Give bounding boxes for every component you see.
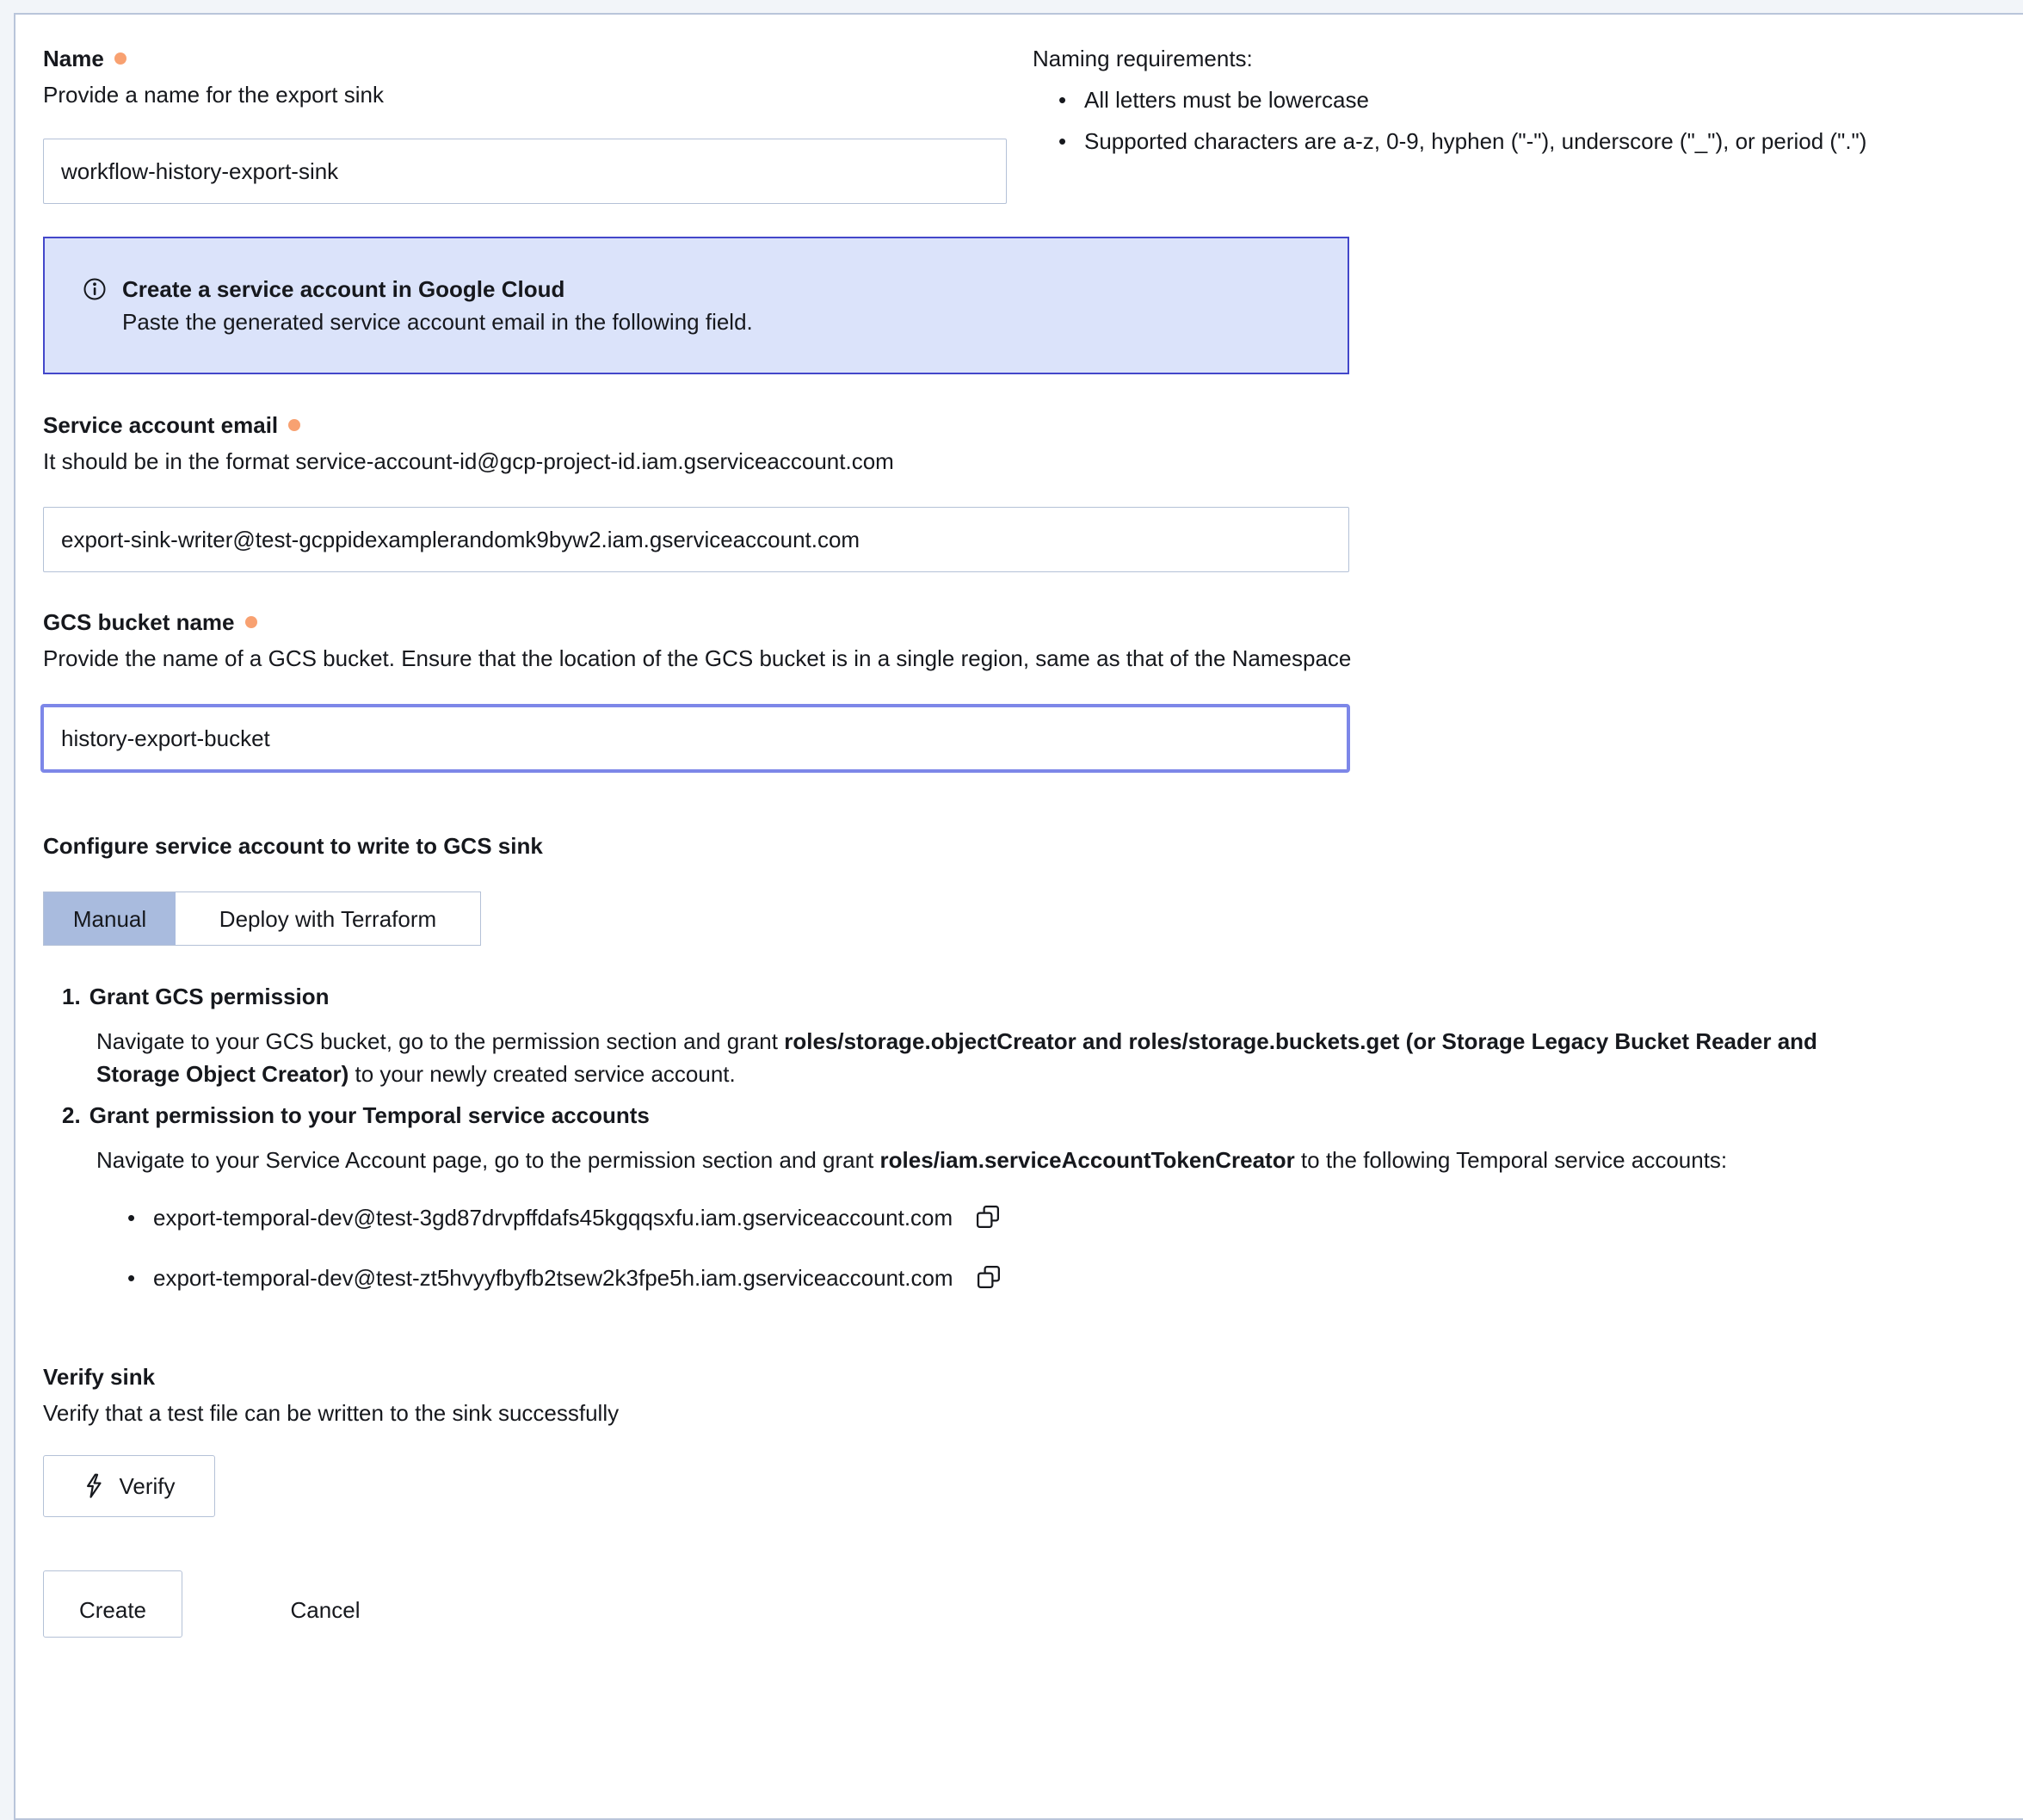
lightning-bolt-icon bbox=[83, 1473, 105, 1499]
gcs-bucket-name-input[interactable] bbox=[40, 704, 1350, 773]
verify-button-label: Verify bbox=[119, 1472, 176, 1499]
name-field-label: Name bbox=[43, 46, 104, 71]
info-icon bbox=[83, 277, 107, 310]
copy-icon bbox=[975, 1204, 1001, 1232]
step-2-number: 2. bbox=[62, 1102, 81, 1128]
bullet-icon: • bbox=[127, 1205, 136, 1231]
step-2-title bbox=[43, 1099, 1962, 1132]
step-1-roles: roles/storage.objectCreator and roles/storage.buckets.get (or Storage Legacy Bucket Reader and Storage Object Creator) bbox=[96, 1028, 1817, 1087]
bullet-icon: • bbox=[127, 1265, 136, 1291]
step-1-title bbox=[43, 980, 1962, 1013]
copy-button[interactable] bbox=[974, 1262, 1003, 1294]
form-actions bbox=[43, 1570, 1962, 1638]
name-field-description: Provide a name for the export sink bbox=[43, 82, 384, 108]
cancel-button[interactable]: Cancel bbox=[239, 1570, 411, 1638]
configure-tabs bbox=[43, 891, 481, 946]
verify-sink-description: Verify that a test file can be written to the sink successfully bbox=[43, 1400, 620, 1426]
info-banner-title: Create a service account in Google Cloud bbox=[122, 276, 565, 302]
gcs-bucket-description: Provide the name of a GCS bucket. Ensure that the location of the GCS bucket is in a single region, same as that of the Namespace bbox=[43, 645, 1352, 671]
copy-icon bbox=[976, 1264, 1002, 1293]
required-dot-icon bbox=[114, 52, 126, 65]
tab-deploy-with-terraform[interactable]: Deploy with Terraform bbox=[176, 892, 480, 945]
naming-requirement-item bbox=[1033, 125, 1962, 157]
gcs-bucket-field-group bbox=[43, 606, 1962, 773]
required-dot-icon bbox=[245, 616, 257, 628]
tab-manual[interactable]: Manual bbox=[44, 892, 176, 945]
verify-button[interactable] bbox=[43, 1455, 215, 1517]
service-account-label: Service account email bbox=[43, 412, 279, 438]
service-account-item bbox=[43, 1259, 1962, 1297]
step-2-text-after: to the following Temporal service accounts: bbox=[1294, 1147, 1728, 1173]
naming-requirement-text: All letters must be lowercase bbox=[1084, 87, 1369, 113]
create-button[interactable]: Create bbox=[43, 1570, 182, 1638]
export-sink-form-panel bbox=[14, 13, 2023, 1820]
info-banner-description: Paste the generated service account email in the following field. bbox=[122, 309, 753, 335]
service-account-email: export-temporal-dev@test-3gd87drvpffdafs45kgqqsxfu.iam.gserviceaccount.com bbox=[153, 1205, 953, 1231]
step-2-title-text: Grant permission to your Temporal service accounts bbox=[89, 1102, 650, 1128]
step-2-body bbox=[43, 1144, 1902, 1176]
gcs-bucket-label: GCS bucket name bbox=[43, 609, 235, 635]
service-account-description: It should be in the format service-account-id@gcp-project-id.iam.gserviceaccount.com bbox=[43, 448, 894, 474]
service-account-field-group bbox=[43, 409, 1962, 572]
service-account-email: export-temporal-dev@test-zt5hvyyfbyfb2tsew2k3fpe5h.iam.gserviceaccount.com bbox=[153, 1265, 953, 1291]
naming-requirements bbox=[1033, 42, 1962, 204]
bullet-icon: • bbox=[1058, 87, 1067, 113]
required-dot-icon bbox=[288, 419, 300, 431]
step-1-body bbox=[43, 1025, 1902, 1090]
step-1-text-before: Navigate to your GCS bucket, go to the permission section and grant bbox=[96, 1028, 785, 1054]
service-account-email-input[interactable] bbox=[43, 507, 1349, 572]
naming-requirement-item bbox=[1033, 83, 1962, 116]
bullet-icon: • bbox=[1058, 128, 1067, 154]
service-account-item bbox=[43, 1199, 1962, 1237]
name-input[interactable] bbox=[43, 139, 1007, 204]
copy-button[interactable] bbox=[973, 1202, 1002, 1234]
step-2-roles: roles/iam.serviceAccountTokenCreator bbox=[879, 1147, 1295, 1173]
name-field-group bbox=[43, 42, 1007, 204]
naming-requirement-text: Supported characters are a-z, 0-9, hyphen ("-"), underscore ("_"), or period (".") bbox=[1084, 128, 1867, 154]
temporal-service-account-list bbox=[43, 1199, 1962, 1297]
step-2-text-before: Navigate to your Service Account page, go to the permission section and grant bbox=[96, 1147, 880, 1173]
step-1-title-text: Grant GCS permission bbox=[89, 984, 330, 1009]
configure-section-title: Configure service account to write to GCS sink bbox=[43, 833, 543, 859]
step-1-number: 1. bbox=[62, 984, 81, 1009]
naming-requirements-title: Naming requirements: bbox=[1033, 46, 1253, 71]
info-banner bbox=[43, 237, 1349, 374]
step-1-text-after: to your newly created service account. bbox=[348, 1061, 736, 1087]
verify-sink-title: Verify sink bbox=[43, 1364, 156, 1390]
